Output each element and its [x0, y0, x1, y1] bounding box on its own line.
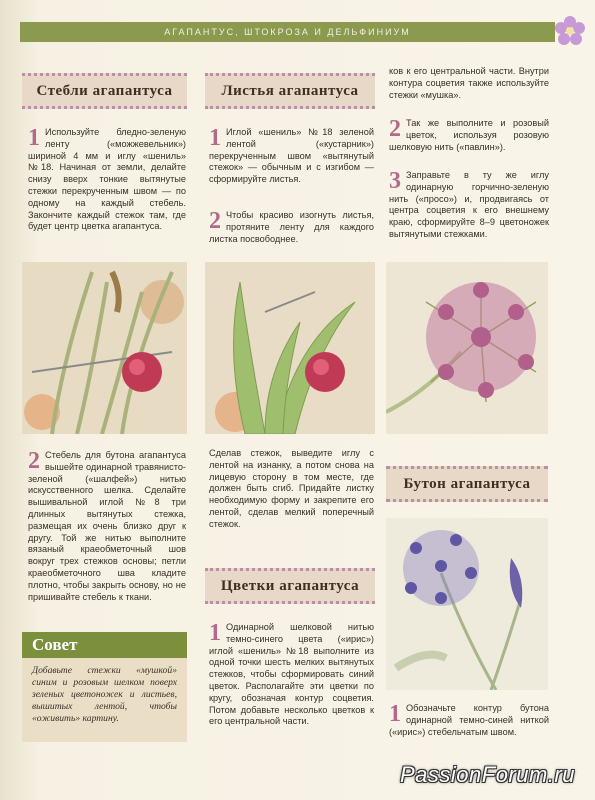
- flowers-step-1-text: Одинарной шелковой нитью темно-синего цвета («ирис») иглой «шениль» №18 выполните из одной точки шесть мелких вытянутых стежков, чтобы сформировать синий цветок. Располагайте эти цветки по кругу, обозначая контур соцветия. Потом добавьте несколько цветков к его центральной части.: [209, 622, 374, 727]
- flower-decoration-icon: [553, 14, 587, 48]
- header-title: АГАПАНТУС, ШТОКРОЗА И ДЕЛЬФИНИУМ: [164, 27, 411, 37]
- section-title-flowers: Цветки агапантуса: [205, 568, 375, 604]
- flowers-step-2: [389, 118, 549, 153]
- flowers-step-2-text: Так же выполните и розовый цветок, используя розовую шелковую нить («павлин»).: [389, 118, 549, 152]
- leaves-step-1-text: Иглой «шениль» №18 зеленой лентой («кустарник») перекрученным швом «вытянутый стежок» — обычным и с изгибом — сформируйте листья.: [209, 127, 374, 185]
- leaves-step-2: [209, 210, 374, 245]
- step-number: 1: [209, 620, 221, 646]
- photo-stems: [22, 262, 187, 434]
- step-number: 1: [209, 125, 221, 151]
- bud-step-1: [389, 703, 549, 738]
- step-number: 3: [389, 168, 401, 194]
- stems-step-1-text: Используйте бледно-зеленую ленту («можжевельник») шириной 4 мм и иглу «шениль» №18. Начиная от земли, делайте снизу вверх тонкие вытянутые стежки перекрученным швом — по одному на каждый стебель. Закончите каждый стежок там, где будет центр цветка агапантуса.: [28, 127, 186, 232]
- stems-step-1: [28, 127, 186, 233]
- section-title-leaves: Листья агапантуса: [205, 73, 375, 109]
- flowers-step-1: [209, 622, 374, 728]
- step-number: 2: [389, 116, 401, 142]
- step-number: 1: [389, 701, 401, 727]
- step-number: 2: [209, 208, 221, 234]
- section-title-stems: Стебли агапантуса: [22, 73, 187, 109]
- leaves-continuation: [209, 448, 374, 531]
- watermark: PassionForum.ru: [399, 762, 575, 787]
- tip-box: [22, 632, 187, 742]
- leaves-step-1: [209, 127, 374, 186]
- leaves-continuation-text: Сделав стежок, выведите иглу с лентой на изнанку, а потом снова на лицевую сторону в том месте, где должен быть сгиб. Придайте листку необходимую форму и закрепите его лентой, сделав мелкий поперечный стежок.: [209, 448, 374, 529]
- section-title-bud: Бутон агапантуса: [386, 466, 548, 502]
- flowers-step-3: [389, 170, 549, 241]
- bud-step-1-text: Обозначьте контур бутона одинарной темно-синей ниткой («ирис») стебельчатым швом.: [389, 703, 549, 737]
- flowers-step-3-text: Заправьте в ту же иглу одинарную горчично-зеленую нить («просо») и, продвигаясь от центра соцветия к его внешнему краю, сформируйте 8–9 цветоножек вытянутыми стежками.: [389, 170, 549, 239]
- flowers-continuation-text: ков к его центральной части. Внутри контура соцветия также используйте стежки «мушка».: [389, 66, 549, 100]
- photo-bud: [386, 518, 548, 690]
- photo-leaves: [205, 262, 375, 434]
- page-header: [20, 22, 555, 42]
- flowers-continuation: [389, 66, 549, 101]
- tip-title: Совет: [22, 632, 187, 658]
- step-number: 1: [28, 125, 40, 151]
- step-number: 2: [28, 448, 40, 474]
- tip-text: Добавьте стежки «мушкой» синим и розовым шелком поверх зеленых цветоножек и листьев, вышитых лентой, чтобы «оживить» картину.: [32, 665, 177, 724]
- stems-step-2: [28, 450, 186, 603]
- stems-step-2-text: Стебель для бутона агапантуса вышейте одинарной травянисто-зеленой («шалфей») нитью искусственного шелка. Сделайте вышивальной иглой №8 три длинных вытянутых стежка, размещая их очень близко друг к другу. Той же нитью выполните вязаный краеобметочный шов вокруг трех стежков основы; петли краеобметочного шва кладите плотно, чтобы закрыть основу, но не пришивайте стебель к ткани.: [28, 450, 186, 602]
- photo-pink-flower: [386, 262, 548, 434]
- leaves-step-2-text: Чтобы красиво изогнуть листья, протяните ленту для каждого листка посвободнее.: [209, 210, 374, 244]
